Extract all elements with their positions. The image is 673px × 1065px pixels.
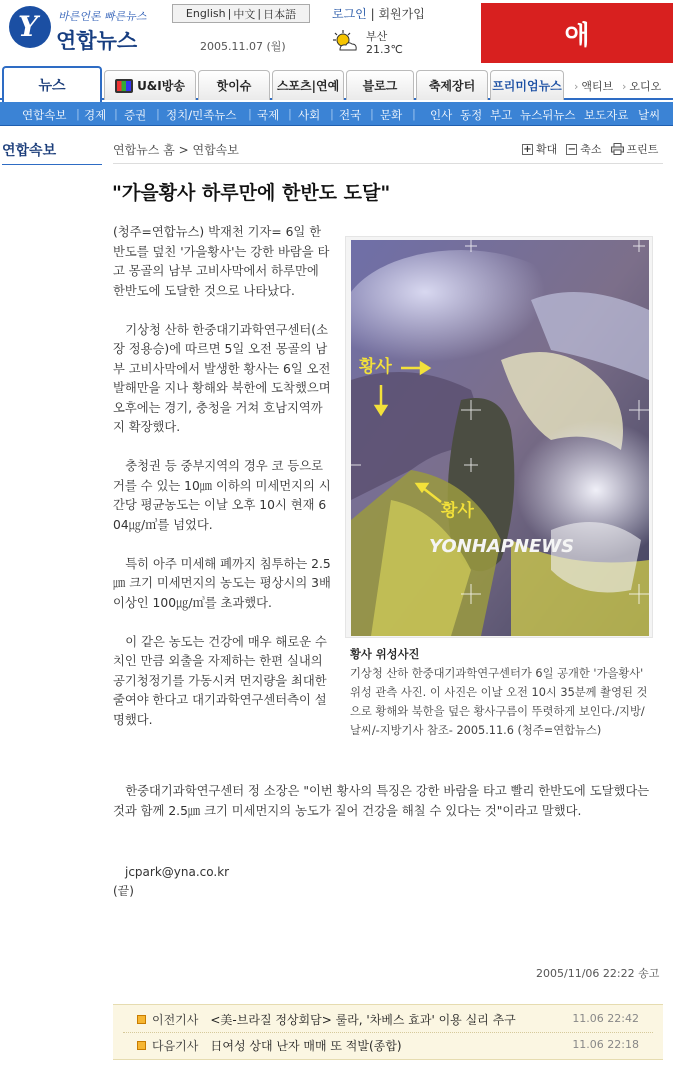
article-timestamp: 2005/11/06 22:22 송고 xyxy=(536,967,660,980)
tab-news[interactable]: 뉴스 xyxy=(2,66,102,102)
tv-icon xyxy=(115,79,133,93)
prev-article-title[interactable]: <美-브라질 정상회담> 룰라, '차베스 효과' 이용 실리 추구 xyxy=(210,1012,516,1027)
login-link[interactable]: 로그인 xyxy=(332,7,367,21)
tab-uni-broadcast[interactable] xyxy=(104,70,196,100)
nav-active[interactable]: › 액티브 xyxy=(574,78,613,94)
subnav-national[interactable]: 전국 xyxy=(339,108,362,122)
lang-english[interactable]: English xyxy=(185,7,226,20)
weather-temp: 21.3℃ xyxy=(366,43,403,56)
article-paragraph: 기상청 산하 한중대기과학연구센터(소장 정용승)에 따르면 5일 오전 몽골의 남부 고비사막에서 발생한 황사는 6일 오전 발해만을 지나 황해와 북한에 도착했으며오후에는 경기, 충청을 거쳐 호남지역까지 확장했다. xyxy=(113,322,331,434)
language-selector: English | 中文 | 日本語 xyxy=(172,4,310,23)
lang-chinese[interactable]: 中文 xyxy=(233,7,256,21)
subnav-separator: | xyxy=(156,107,160,121)
tab-uni-label: U&I방송 xyxy=(137,79,185,93)
tab-sports-entertainment[interactable]: 스포츠|연예 xyxy=(272,70,344,100)
tools-divider xyxy=(113,163,663,164)
reporter-contact xyxy=(113,863,229,901)
sub-nav xyxy=(0,102,673,126)
bullet-icon xyxy=(137,1015,146,1024)
weather-city: 부산 xyxy=(366,30,388,43)
current-date: 2005.11.07 (월) xyxy=(200,40,286,53)
printer-icon xyxy=(611,143,624,155)
section-title[interactable]: 연합속보 xyxy=(2,143,57,159)
subnav-stocks[interactable]: 증권 xyxy=(124,108,147,122)
next-article-date: 11.06 22:18 xyxy=(572,1038,639,1051)
subnav-obituary[interactable]: 부고 xyxy=(490,108,513,122)
subnav-weather[interactable]: 날씨 xyxy=(638,108,661,122)
bullet-icon xyxy=(137,1041,146,1050)
nav-divider xyxy=(123,1032,653,1033)
zoom-in-label: 확대 xyxy=(536,143,558,156)
plus-icon: + xyxy=(523,143,532,155)
subnav-culture[interactable]: 문화 xyxy=(380,108,403,122)
photo-caption-text: 기상청 산하 한중대기과학연구센터가 6일 공개한 '가을황사' 위성 관측 사진. 이 사진은 이날 오전 10시 35분께 촬영된 것으로 황해와 북한을 덮은 황사구름이 뚜렷하게 보인다./지방/날씨/-지방기사 참조- 2005.11.6 (청주=연합뉴스) xyxy=(350,667,648,737)
logo-name: 연합뉴스 xyxy=(56,29,138,53)
main-nav xyxy=(0,64,673,100)
nav-audio[interactable]: › 오디오 xyxy=(622,78,661,94)
article-paragraph: 이 같은 농도는 건강에 매우 해로운 수치인 만큼 외출을 자제하는 한편 실내의 공기청정기를 가동시켜 먼지량을 최대한 줄여야 한다고 대기과학연구센터측이 설명했다. xyxy=(113,634,327,727)
prev-article-label: 이전기사 xyxy=(152,1012,199,1027)
breadcrumb-separator: > xyxy=(178,143,189,157)
zoom-in-button[interactable] xyxy=(522,141,557,157)
article-navigation xyxy=(113,1004,663,1060)
subnav-separator: | xyxy=(288,107,292,121)
weather-widget[interactable] xyxy=(332,28,422,58)
breadcrumb-home[interactable]: 연합뉴스 홈 xyxy=(113,143,175,157)
photo-label-1: 황사 xyxy=(359,357,392,377)
zoom-out-label: 축소 xyxy=(580,143,602,156)
subnav-separator: | xyxy=(330,107,334,121)
subnav-international[interactable]: 국제 xyxy=(257,108,280,122)
logo-emblem-icon: Y xyxy=(9,6,51,48)
subnav-behind-news[interactable]: 뉴스뒤뉴스 xyxy=(520,108,576,122)
section-divider xyxy=(2,164,102,165)
next-article-label: 다음기사 xyxy=(152,1038,199,1053)
next-article[interactable] xyxy=(137,1035,402,1055)
reporter-email[interactable]: jcpark@yna.co.kr xyxy=(113,865,230,879)
subnav-breaking[interactable]: 연합속보 xyxy=(22,108,67,122)
article-paragraph: 특히 아주 미세해 폐까지 침투하는 2.5㎛ 크기 미세먼지의 농도는 평상시의 3배 이상인 100㎍/㎥를 초과했다. xyxy=(113,556,331,610)
subnav-press-release[interactable]: 보도자료 xyxy=(584,108,629,122)
photo-caption xyxy=(350,645,654,740)
subnav-separator: | xyxy=(370,107,374,121)
article-paragraph-full: 한중대기과학연구센터 정 소장은 "이번 황사의 특징은 강한 바람을 타고 빨리 한반도에 도달했다는 것과 함께 2.5㎛ 크기 미세먼지의 농도가 짙어 건강을 해칠 수 있다는 것"이라고 말했다. xyxy=(113,784,650,818)
satellite-image xyxy=(351,240,649,636)
subnav-separator: | xyxy=(114,107,118,121)
subnav-economy[interactable]: 경제 xyxy=(84,108,107,122)
yonhap-logo[interactable] xyxy=(6,4,156,58)
article-paragraph: (청주=연합뉴스) 박재천 기자= 6일 한반도를 덮친 '가을황사'는 강한 바람을 타고 몽골의 남부 고비사막에서 하루만에 한반도에 도달한 것으로 나타났다. xyxy=(113,225,330,298)
logo-slogan: 바른언론 빠른뉴스 xyxy=(58,10,147,23)
next-article-title[interactable]: 日여성 상대 난자 매매 또 적발(종합) xyxy=(210,1038,402,1053)
article-body xyxy=(113,223,331,750)
partly-cloudy-icon xyxy=(332,30,358,54)
tab-festival-market[interactable]: 축제장터 xyxy=(416,70,488,100)
subnav-movements[interactable]: 동정 xyxy=(460,108,483,122)
article-headline: "가을황사 하루만에 한반도 도달" xyxy=(112,182,391,204)
tab-premium-news[interactable] xyxy=(490,70,564,100)
subnav-separator: | xyxy=(412,107,416,121)
header xyxy=(0,0,673,64)
ad-banner[interactable]: 애 xyxy=(481,3,673,63)
prev-article[interactable] xyxy=(137,1009,516,1029)
zoom-out-button[interactable] xyxy=(566,141,601,157)
minus-icon: − xyxy=(567,143,576,155)
photo-caption-title: 황사 위성사진 xyxy=(350,648,420,661)
subnav-separator: | xyxy=(248,107,252,121)
print-label: 프린트 xyxy=(626,143,659,156)
article-end-mark: (끝) xyxy=(113,884,134,898)
subnav-politics[interactable]: 정치/민족뉴스 xyxy=(166,108,237,122)
breadcrumb-current[interactable]: 연합속보 xyxy=(192,143,239,157)
satellite-photo[interactable] xyxy=(345,236,653,638)
signup-link[interactable]: 회원가입 xyxy=(378,7,425,21)
article-paragraph: 충청권 등 중부지역의 경우 코 등으로 거를 수 있는 10㎛ 이하의 미세먼지의 시간당 평균농도는 이날 오후 10시 현재 604㎍/㎥를 넘었다. xyxy=(113,459,331,532)
lang-japanese[interactable]: 日本語 xyxy=(263,7,297,21)
photo-watermark: YONHAPNEWS xyxy=(429,536,575,557)
article-tools xyxy=(522,141,667,157)
subnav-personnel[interactable]: 인사 xyxy=(430,108,453,122)
tab-blog[interactable]: 블로그 xyxy=(346,70,414,100)
print-button[interactable] xyxy=(611,141,659,157)
photo-label-2: 황사 xyxy=(441,501,474,521)
prev-article-date: 11.06 22:42 xyxy=(572,1012,639,1025)
account-links: 로그인 | 회원가입 xyxy=(332,7,425,21)
subnav-separator: | xyxy=(76,107,80,121)
breadcrumb xyxy=(113,141,239,158)
tab-hot-issue[interactable]: 핫이슈 xyxy=(198,70,270,100)
tab-premium-label: 프리미엄뉴스 xyxy=(492,79,562,93)
subnav-society[interactable]: 사회 xyxy=(298,108,321,122)
